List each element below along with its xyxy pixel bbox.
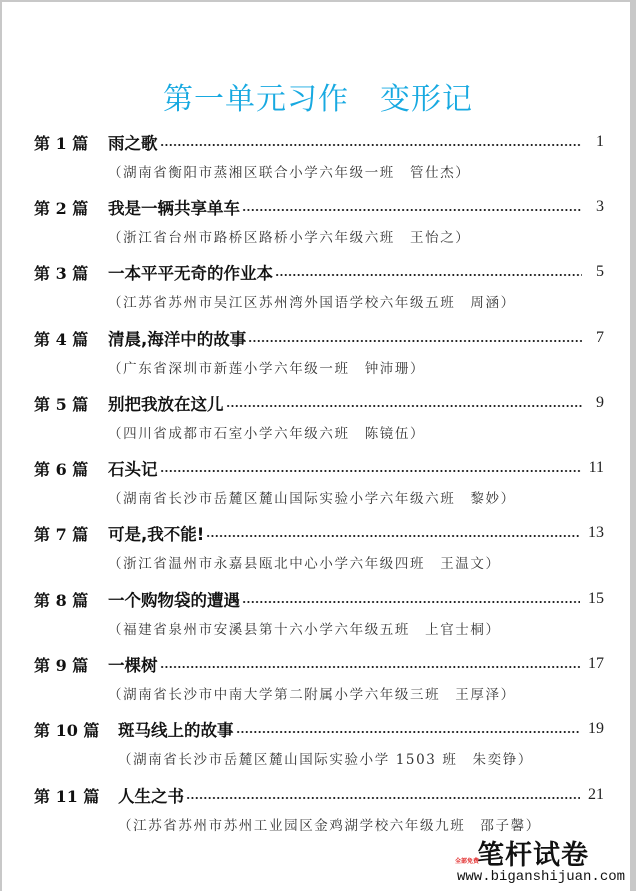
watermark-brand: 笔杆试卷 bbox=[477, 840, 589, 871]
entry-number: 第 5 篇 bbox=[34, 394, 89, 414]
leader-dots bbox=[275, 273, 582, 277]
author-info: （江苏省苏州市苏州工业园区金鸡湖学校六年级九班 邵子馨） bbox=[118, 818, 541, 834]
leader-dots bbox=[242, 208, 582, 212]
page-number: 11 bbox=[588, 459, 604, 476]
page-number: 1 bbox=[596, 133, 604, 150]
toc-row[interactable] bbox=[34, 196, 604, 218]
page-number: 19 bbox=[588, 720, 604, 737]
leader-dots bbox=[160, 469, 581, 473]
author-info: （福建省泉州市安溪县第十六小学六年级五班 上官士桐） bbox=[108, 622, 501, 638]
toc-row[interactable] bbox=[34, 718, 604, 740]
toc-entry[interactable] bbox=[0, 392, 636, 452]
leader-dots bbox=[206, 534, 580, 538]
page-number: 5 bbox=[596, 263, 604, 280]
toc-row[interactable] bbox=[34, 131, 604, 153]
entry-title[interactable]: 人生之书 bbox=[118, 787, 184, 806]
entry-number: 第 1 篇 bbox=[34, 133, 89, 153]
page-number: 15 bbox=[588, 590, 604, 607]
entry-number: 第 2 篇 bbox=[34, 198, 89, 218]
leader-dots bbox=[242, 600, 580, 604]
toc-entry[interactable] bbox=[0, 718, 636, 778]
author-info: （浙江省温州市永嘉县瓯北中心小学六年级四班 王温文） bbox=[108, 556, 501, 572]
toc-entry[interactable] bbox=[0, 457, 636, 517]
author-info: （湖南省衡阳市蒸湘区联合小学六年级一班 管仕杰） bbox=[108, 165, 471, 181]
entry-number: 第 4 篇 bbox=[34, 329, 89, 349]
page-number: 7 bbox=[596, 329, 604, 346]
page-number: 9 bbox=[596, 394, 604, 411]
page-number: 3 bbox=[596, 198, 604, 215]
toc-entry[interactable] bbox=[0, 327, 636, 387]
entry-title[interactable]: 可是,我不能! bbox=[108, 525, 205, 544]
author-info: （四川省成都市石室小学六年级六班 陈镜伍） bbox=[108, 426, 426, 442]
entry-number: 第 10 篇 bbox=[34, 720, 100, 740]
entry-title[interactable]: 一棵树 bbox=[108, 656, 158, 675]
toc-row[interactable] bbox=[34, 588, 604, 610]
watermark-url[interactable]: www.biganshijuan.com bbox=[457, 869, 626, 885]
entry-title[interactable]: 斑马线上的故事 bbox=[118, 721, 234, 740]
toc-row[interactable] bbox=[34, 392, 604, 414]
entry-number: 第 11 篇 bbox=[34, 786, 100, 806]
entry-title[interactable]: 别把我放在这儿 bbox=[108, 395, 224, 414]
watermark-tag: 全部免费 bbox=[455, 858, 480, 865]
page-number: 21 bbox=[588, 786, 604, 803]
toc-row[interactable] bbox=[34, 653, 604, 675]
leader-dots bbox=[160, 665, 581, 669]
toc-row[interactable] bbox=[34, 327, 604, 349]
author-info: （浙江省台州市路桥区路桥小学六年级六班 王怡之） bbox=[108, 230, 471, 246]
entry-number: 第 8 篇 bbox=[34, 590, 89, 610]
toc-entry[interactable] bbox=[0, 653, 636, 713]
entry-title[interactable]: 清晨,海洋中的故事 bbox=[108, 330, 247, 349]
toc-entry[interactable] bbox=[0, 261, 636, 321]
leader-dots bbox=[248, 339, 582, 343]
author-info: （江苏省苏州市吴江区苏州湾外国语学校六年级五班 周涵） bbox=[108, 295, 516, 311]
toc-entry[interactable] bbox=[0, 131, 636, 191]
toc-row[interactable] bbox=[34, 261, 604, 283]
toc-row[interactable] bbox=[34, 522, 604, 544]
entry-title[interactable]: 雨之歌 bbox=[108, 134, 158, 153]
entry-number: 第 3 篇 bbox=[34, 263, 89, 283]
entry-number: 第 9 篇 bbox=[34, 655, 89, 675]
leader-dots bbox=[236, 730, 581, 734]
author-info: （湖南省长沙市岳麓区麓山国际实验小学六年级六班 黎妙） bbox=[108, 491, 516, 507]
entry-number: 第 6 篇 bbox=[34, 459, 89, 479]
toc-row[interactable] bbox=[34, 784, 604, 806]
page-number: 13 bbox=[588, 524, 604, 541]
entry-title[interactable]: 石头记 bbox=[108, 460, 158, 479]
leader-dots bbox=[160, 143, 583, 147]
toc-entry[interactable] bbox=[0, 588, 636, 648]
leader-dots bbox=[226, 404, 583, 408]
page-number: 17 bbox=[588, 655, 604, 672]
entry-title[interactable]: 一本平平无奇的作业本 bbox=[108, 264, 273, 283]
author-info: （湖南省长沙市中南大学第二附属小学六年级三班 王厚泽） bbox=[108, 687, 516, 703]
author-info: （广东省深圳市新莲小学六年级一班 钟沛珊） bbox=[108, 361, 426, 377]
watermark bbox=[455, 833, 625, 889]
toc-row[interactable] bbox=[34, 457, 604, 479]
leader-dots bbox=[186, 796, 580, 800]
entry-title[interactable]: 我是一辆共享单车 bbox=[108, 199, 240, 218]
author-info: （湖南省长沙市岳麓区麓山国际实验小学 1503 班 朱奕铮） bbox=[118, 752, 533, 768]
entry-title[interactable]: 一个购物袋的遭遇 bbox=[108, 591, 240, 610]
section-title: 第一单元习作 变形记 bbox=[163, 82, 473, 117]
toc-entry[interactable] bbox=[0, 196, 636, 256]
toc-entry[interactable] bbox=[0, 522, 636, 582]
entry-number: 第 7 篇 bbox=[34, 524, 89, 544]
